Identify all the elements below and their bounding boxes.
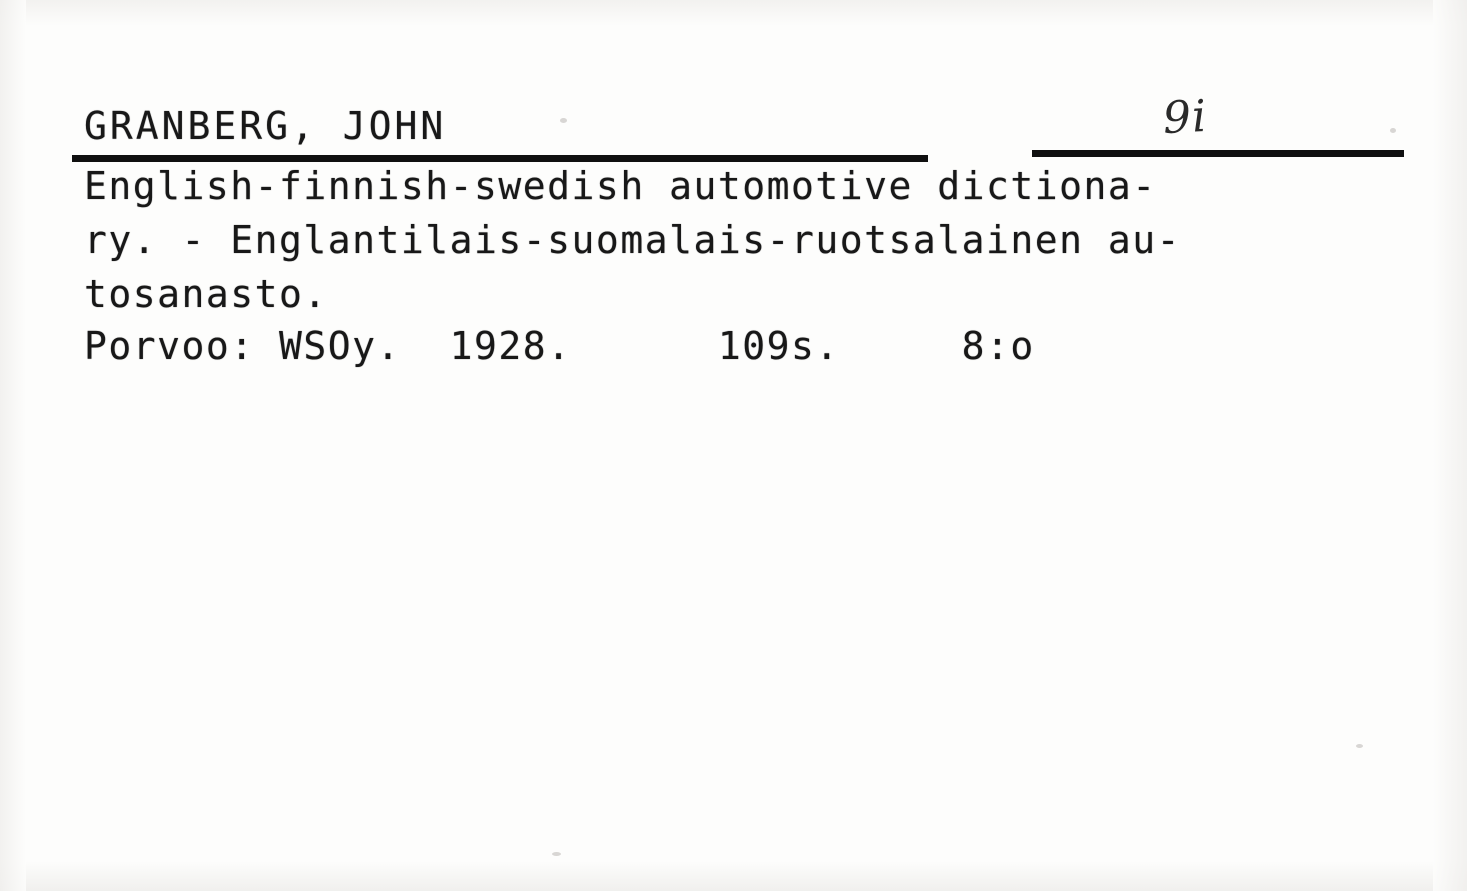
underline-rule-right: [1032, 150, 1404, 157]
paper-edge-left: [0, 0, 26, 891]
imprint-line: Porvoo: WSOy. 1928. 109s. 8:o: [84, 324, 1035, 368]
scan-speck: [552, 852, 561, 856]
underline-rule-left: [72, 155, 928, 162]
scan-speck: [1390, 128, 1396, 133]
title-line: tosanasto.: [84, 272, 328, 316]
paper-edge-bottom: [0, 861, 1467, 891]
paper-edge-top: [0, 0, 1467, 26]
scan-speck: [1356, 744, 1363, 748]
scan-speck: [560, 118, 567, 123]
author-heading: GRANBERG, JOHN: [84, 104, 447, 148]
paper-edge-right: [1433, 0, 1467, 891]
title-line: English-finnish-swedish automotive dictiona-: [84, 164, 1157, 208]
shelfmark-annotation: 9i: [1161, 90, 1209, 145]
title-line: ry. - Englantilais-suomalais-ruotsalainen au-: [84, 218, 1182, 262]
